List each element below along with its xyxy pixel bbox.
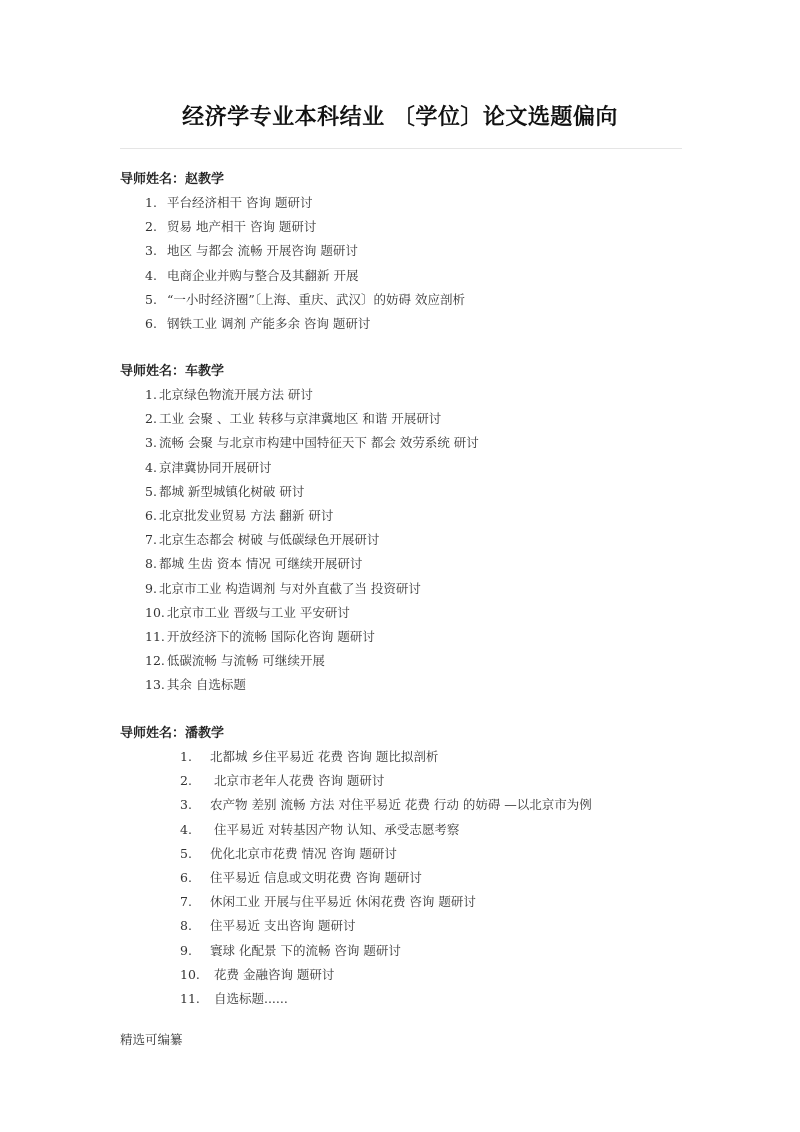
item-number: 4.	[145, 459, 157, 475]
list-item	[120, 577, 720, 601]
list-item	[120, 842, 720, 866]
item-text: 流畅 会聚 与北京市构建中国特征天下 都会 效劳系统 研讨	[158, 435, 479, 451]
item-number: 7.	[180, 894, 192, 910]
item-number: 12.	[145, 653, 165, 669]
item-text: 住平易近 对转基因产物 认知、承受志愿考察	[210, 821, 460, 837]
advisor-section-che	[120, 362, 720, 697]
item-number: 8.	[145, 556, 157, 572]
item-number: 2.	[145, 411, 157, 427]
footer-note: 精选可编纂	[120, 1032, 183, 1047]
item-text: 自选标题......	[210, 990, 288, 1006]
item-text: 北京市工业 晋级与工业 平安研讨	[166, 604, 350, 620]
item-text: 农产物 差别 流畅 方法 对住平易近 花费 行动 的妨碍 —以北京市为例	[210, 797, 592, 813]
item-text: 钢铁工业 调剂 产能多余 咨询 题研讨	[167, 315, 371, 331]
item-text: 休闲工业 开展与住平易近 休闲花费 咨询 题研讨	[210, 894, 476, 910]
list-item	[120, 649, 720, 673]
advisor-section-pan	[120, 724, 720, 1011]
item-text: 北京批发业贸易 方法 翻新 研讨	[158, 507, 334, 523]
list-item	[120, 818, 720, 842]
item-text: 工业 会聚 、工业 转移与京津冀地区 和谐 开展研讨	[158, 411, 442, 427]
item-number: 5.	[145, 483, 157, 499]
item-text: 都城 生齿 资本 情况 可继续开展研讨	[158, 556, 363, 572]
item-number: 13.	[145, 677, 165, 693]
item-number: 1.	[145, 195, 157, 210]
item-text: 低碳流畅 与流畅 可继续开展	[166, 653, 325, 669]
item-number: 1.	[180, 749, 192, 764]
item-text: 住平易近 信息或文明花费 咨询 题研讨	[210, 869, 422, 885]
advisor-section-zhao	[120, 170, 720, 336]
item-text: 北都城 乡住平易近 花费 咨询 题比拟剖析	[210, 749, 439, 764]
list-item	[120, 625, 720, 649]
document-title: 经济学专业本科结业 〔学位〕论文选题偏向	[182, 104, 618, 130]
list-item	[120, 745, 720, 769]
item-text: 电商企业并购与整合及其翻新 开展	[167, 267, 359, 283]
title-divider	[120, 148, 682, 149]
list-item	[120, 191, 720, 215]
item-number: 9.	[145, 580, 157, 596]
list-item	[120, 504, 720, 528]
topic-list	[120, 383, 720, 697]
item-text: 北京生态都会 树破 与低碳绿色开展研讨	[158, 532, 380, 548]
item-text: 花费 金融咨询 题研讨	[210, 966, 335, 982]
advisor-heading: 导师姓名：赵教学	[120, 172, 225, 187]
item-text: 住平易近 支出咨询 题研讨	[210, 918, 356, 934]
item-number: 11.	[180, 990, 200, 1006]
item-text: 优化北京市花费 情况 咨询 题研讨	[210, 845, 397, 861]
item-number: 6.	[145, 315, 157, 331]
item-number: 3.	[145, 435, 157, 451]
item-text: 地区 与都会 流畅 开展咨询 题研讨	[167, 243, 358, 259]
item-number: 6.	[145, 507, 157, 523]
list-item	[120, 866, 720, 890]
list-item	[120, 914, 720, 938]
list-item	[120, 456, 720, 480]
list-item	[120, 769, 720, 793]
list-item	[120, 480, 720, 504]
item-number: 1.	[145, 387, 157, 402]
item-number: 3.	[180, 797, 192, 813]
list-item	[120, 431, 720, 455]
item-text: 京津冀协同开展研讨	[158, 459, 272, 475]
item-number: 4.	[145, 267, 157, 283]
item-text: 都城 新型城镇化树破 研讨	[158, 483, 305, 499]
list-item	[120, 312, 720, 336]
item-text: 开放经济下的流畅 国际化咨询 题研讨	[166, 628, 375, 644]
topic-list	[120, 745, 720, 1011]
list-item	[120, 528, 720, 552]
item-number: 2.	[180, 773, 192, 789]
list-item	[120, 793, 720, 817]
item-text: 寰球 化配景 下的流畅 咨询 题研讨	[210, 942, 401, 958]
item-number: 4.	[180, 821, 192, 837]
item-number: 8.	[180, 918, 192, 934]
list-item	[120, 288, 720, 312]
item-number: 5.	[180, 845, 192, 861]
item-number: 6.	[180, 869, 192, 885]
advisor-heading: 导师姓名：车教学	[120, 364, 225, 379]
item-text: 平台经济相干 咨询 题研讨	[167, 195, 313, 210]
list-item	[120, 239, 720, 263]
item-number: 10.	[145, 604, 165, 620]
item-number: 11.	[145, 628, 165, 644]
item-number: 10.	[180, 966, 200, 982]
list-item	[120, 215, 720, 239]
advisor-heading: 导师姓名：潘教学	[120, 726, 225, 741]
list-item	[120, 939, 720, 963]
item-text: 北京市工业 构造调剂 与对外直截了当 投资研讨	[158, 580, 421, 596]
list-item	[120, 890, 720, 914]
item-number: 9.	[180, 942, 192, 958]
list-item	[120, 963, 720, 987]
item-number: 7.	[145, 532, 157, 548]
list-item	[120, 407, 720, 431]
item-text: 北京市老年人花费 咨询 题研讨	[210, 773, 385, 789]
item-text: 其余 自选标题	[166, 677, 246, 693]
list-item	[120, 601, 720, 625]
list-item	[120, 383, 720, 407]
item-number: 3.	[145, 243, 157, 259]
list-item	[120, 552, 720, 576]
item-number: 2.	[145, 219, 157, 235]
list-item	[120, 264, 720, 288]
item-text: “一小时经济圈”〔上海、重庆、武汉〕的妨碍 效应剖析	[167, 291, 466, 307]
item-text: 北京绿色物流开展方法 研讨	[158, 387, 313, 402]
topic-list	[120, 191, 720, 336]
item-number: 5.	[145, 291, 157, 307]
list-item	[120, 673, 720, 697]
list-item	[120, 987, 720, 1011]
item-text: 贸易 地产相干 咨询 题研讨	[167, 219, 317, 235]
